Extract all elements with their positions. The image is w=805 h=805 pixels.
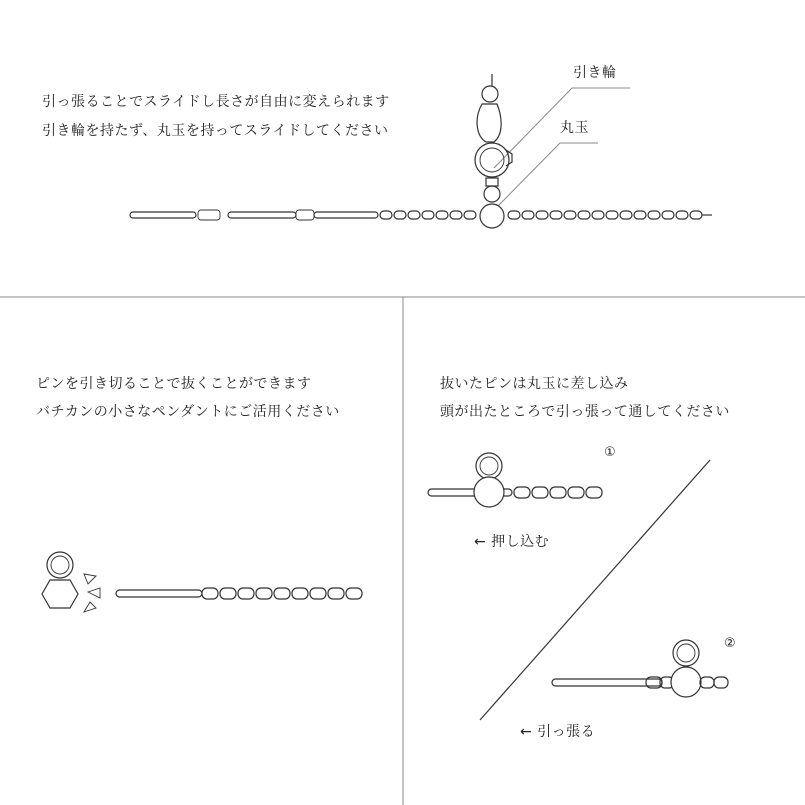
left-instruction-line-1: ピンを引き切ることで抜くことができます bbox=[36, 376, 312, 392]
ball-leader-line bbox=[498, 143, 598, 206]
spring-ring-inner bbox=[480, 148, 504, 172]
clasp-top-loop bbox=[482, 86, 498, 102]
pin-segment-3 bbox=[314, 212, 378, 218]
step2-ball bbox=[671, 667, 701, 697]
ring-label: 引き輪 bbox=[573, 65, 617, 81]
ring-leader-line bbox=[494, 88, 630, 168]
top-instruction-line-2: 引き輪を持たず、丸玉を持ってスライドしてください bbox=[42, 123, 389, 139]
pin-joint-1 bbox=[198, 210, 220, 220]
ball-label: 丸玉 bbox=[560, 120, 589, 136]
top-chain-links bbox=[380, 211, 712, 219]
pin-segment-2 bbox=[228, 212, 296, 218]
right-instruction-line-1: 抜いたピンは丸玉に差し込み bbox=[440, 376, 629, 392]
step-1-caption: ← 押し込む bbox=[474, 534, 550, 550]
pin-removal-diagram bbox=[42, 552, 362, 612]
slide-ball bbox=[480, 204, 504, 228]
step1-ring-inner bbox=[480, 457, 498, 475]
clasp-lever bbox=[477, 104, 501, 142]
detached-ball bbox=[42, 580, 78, 608]
step2-ring-inner bbox=[677, 644, 695, 662]
step-1-marker: ① bbox=[604, 445, 617, 460]
step-2-diagram bbox=[552, 640, 728, 697]
burst-mark-3 bbox=[84, 602, 96, 612]
step1-chain-links bbox=[514, 487, 602, 498]
step-1-diagram bbox=[428, 453, 602, 507]
pulled-pin bbox=[116, 590, 202, 597]
left-instruction-line-2: バチカンの小さなペンダントにご活用ください bbox=[36, 404, 340, 420]
step2-chain-links bbox=[700, 677, 728, 688]
right-instruction-line-2: 頭が出たところで引っ張って通してください bbox=[440, 404, 730, 420]
pin-segment-1 bbox=[130, 212, 196, 218]
step1-ball bbox=[474, 477, 504, 507]
jump-ring bbox=[484, 186, 500, 202]
step-2-caption: ← 引っ張る bbox=[520, 724, 596, 740]
top-necklace-diagram bbox=[130, 74, 712, 228]
burst-mark-2 bbox=[88, 588, 100, 598]
step-2-marker: ② bbox=[724, 636, 737, 651]
left-chain-links bbox=[202, 588, 362, 599]
pin-joint-2 bbox=[296, 210, 314, 220]
top-instruction-line-1: 引っ張ることでスライドし長さが自由に変えられます bbox=[42, 94, 390, 110]
ring-connector bbox=[486, 178, 498, 186]
burst-mark-1 bbox=[84, 574, 96, 584]
detached-ring-inner bbox=[51, 556, 69, 574]
